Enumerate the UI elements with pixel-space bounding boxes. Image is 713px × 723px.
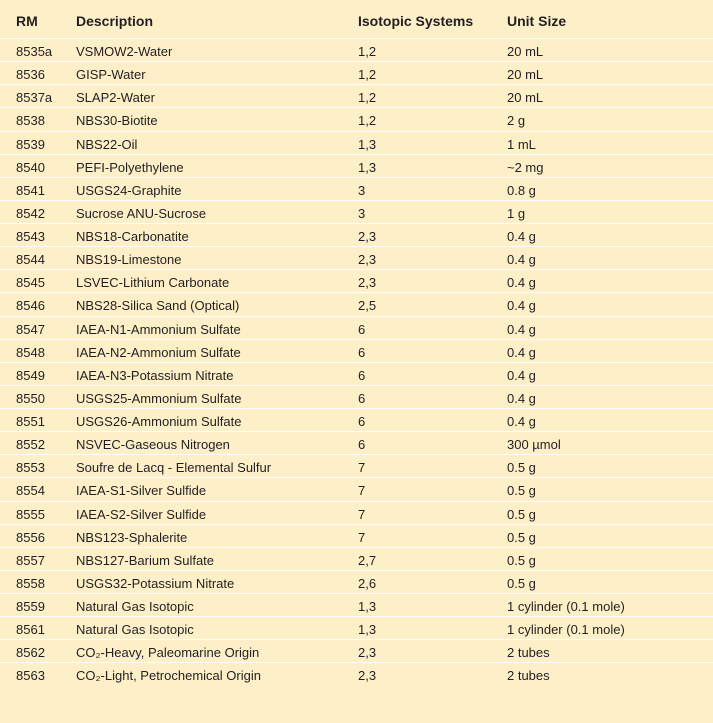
table-row — [0, 201, 713, 224]
unit-size-cell: 0.5 g — [507, 552, 536, 568]
table-row — [0, 432, 713, 455]
unit-size-cell: 0.5 g — [507, 529, 536, 545]
isotopic-systems-cell: 3 — [358, 205, 366, 221]
description-cell: USGS32-Potassium Nitrate — [76, 575, 235, 591]
table-row — [0, 62, 713, 85]
isotopic-systems-cell: 2,3 — [358, 229, 377, 244]
isotopic-systems-cell: 6 — [358, 321, 366, 337]
rm-cell: 8553 — [16, 460, 45, 476]
isotopic-systems-cell: 1,3 — [358, 622, 377, 638]
description-cell: CO₂-Heavy, Paleomarine Origin — [76, 645, 260, 661]
table-row — [0, 663, 713, 686]
rm-cell: 8539 — [16, 136, 45, 152]
rm-cell: 8545 — [16, 275, 45, 291]
isotopic-systems-cell: 6 — [358, 367, 366, 383]
isotopic-systems-cell: 7 — [358, 506, 366, 522]
isotopic-systems-cell: 7 — [358, 529, 366, 545]
unit-size-cell: 0.5 g — [507, 483, 536, 499]
description-cell: Natural Gas Isotopic — [76, 622, 194, 638]
unit-size-cell: 2 tubes — [507, 668, 550, 684]
unit-size-cell: 20 mL — [507, 67, 544, 83]
isotopic-systems-cell: 2,6 — [358, 575, 377, 591]
rm-cell: 8556 — [16, 529, 45, 545]
unit-size-cell: 1 cylinder (0.1 mole) — [507, 622, 625, 638]
rm-cell: 8547 — [16, 321, 45, 337]
unit-size-cell: 0.4 g — [507, 252, 536, 268]
rm-cell: 8559 — [16, 599, 45, 614]
isotopic-systems-cell: 1,3 — [358, 599, 377, 614]
table-row — [0, 85, 713, 108]
description-cell: NBS19-Limestone — [76, 252, 182, 268]
description-cell: IAEA-N3-Potassium Nitrate — [76, 367, 234, 383]
unit-size-cell: 1 g — [507, 205, 526, 221]
isotopic-systems-cell: 1,2 — [358, 67, 377, 83]
unit-size-cell: 0.5 g — [507, 575, 536, 591]
description-cell: NBS123-Sphalerite — [76, 529, 188, 545]
isotopic-systems-cell: 6 — [358, 390, 366, 406]
rm-cell: 8541 — [16, 182, 45, 198]
unit-size-cell: 0.4 g — [507, 275, 536, 291]
table-row — [0, 132, 713, 155]
unit-size-cell: 0.4 g — [507, 229, 536, 244]
isotopic-systems-cell: 7 — [358, 483, 366, 499]
isotopic-systems-cell: 1,2 — [358, 44, 377, 59]
unit-size-cell: 0.4 g — [507, 321, 536, 337]
isotopic-systems-cell: 6 — [358, 437, 366, 453]
rm-cell: 8563 — [16, 668, 45, 684]
description-cell: IAEA-N1-Ammonium Sulfate — [76, 321, 241, 337]
table-row — [0, 293, 713, 316]
rm-cell: 8554 — [16, 483, 45, 499]
unit-size-cell: 0.8 g — [507, 182, 536, 198]
rm-cell: 8558 — [16, 575, 45, 591]
header-rm: RM — [16, 13, 38, 29]
unit-size-cell: 20 mL — [507, 44, 544, 59]
unit-size-cell: 20 mL — [507, 90, 544, 106]
isotopic-systems-cell: 2,3 — [358, 668, 377, 684]
table-row — [0, 317, 713, 340]
description-cell: NBS22-Oil — [76, 136, 138, 152]
rm-cell: 8551 — [16, 414, 45, 429]
rm-cell: 8548 — [16, 344, 45, 360]
rm-cell: 8543 — [16, 229, 45, 244]
unit-size-cell: 0.4 g — [507, 390, 536, 406]
rm-cell: 8535a — [16, 44, 53, 59]
description-cell: IAEA-S1-Silver Sulfide — [76, 483, 207, 499]
unit-size-cell: 1 cylinder (0.1 mole) — [507, 599, 625, 614]
unit-size-cell: 0.4 g — [507, 344, 536, 360]
rm-cell: 8546 — [16, 298, 45, 314]
description-cell: NBS127-Barium Sulfate — [76, 552, 215, 568]
rm-cell: 8555 — [16, 506, 45, 522]
description-cell: NSVEC-Gaseous Nitrogen — [76, 437, 230, 453]
header-description: Description — [76, 13, 154, 29]
isotopic-systems-cell: 1,2 — [358, 113, 377, 129]
table-row — [0, 478, 713, 501]
rm-cell: 8561 — [16, 622, 45, 638]
description-cell: Sucrose ANU-Sucrose — [76, 205, 207, 221]
table-row — [0, 247, 713, 270]
rm-cell: 8540 — [16, 159, 45, 175]
description-cell: Natural Gas Isotopic — [76, 599, 194, 614]
description-cell: NBS28-Silica Sand (Optical) — [76, 298, 240, 314]
isotopic-systems-cell: 2,7 — [358, 552, 377, 568]
isotopic-systems-cell: 2,3 — [358, 275, 377, 291]
unit-size-cell: 1 mL — [507, 136, 536, 152]
rm-cell: 8542 — [16, 205, 45, 221]
table-body — [0, 39, 713, 687]
isotopic-systems-cell: 3 — [358, 182, 366, 198]
isotopic-systems-cell: 6 — [358, 414, 366, 429]
unit-size-cell: ~2 mg — [507, 159, 544, 175]
table-row — [0, 178, 713, 201]
table-row — [0, 571, 713, 594]
description-cell: IAEA-N2-Ammonium Sulfate — [76, 344, 241, 360]
rm-cell: 8557 — [16, 552, 45, 568]
description-cell: SLAP2-Water — [76, 90, 155, 106]
table-row — [0, 525, 713, 548]
description-cell: CO₂-Light, Petrochemical Origin — [76, 668, 261, 684]
isotopic-systems-cell: 7 — [358, 460, 366, 476]
unit-size-cell: 0.5 g — [507, 460, 536, 476]
description-cell: LSVEC-Lithium Carbonate — [76, 275, 230, 291]
table-row — [0, 594, 713, 617]
table-row — [0, 363, 713, 386]
rm-cell: 8544 — [16, 252, 45, 268]
unit-size-cell: 0.4 g — [507, 298, 536, 314]
table-row — [0, 409, 713, 432]
unit-size-cell: 0.4 g — [507, 367, 536, 383]
table-row — [0, 455, 713, 478]
isotopic-systems-cell: 2,3 — [358, 645, 377, 661]
table-row — [0, 108, 713, 131]
unit-size-cell: 300 µmol — [507, 437, 561, 453]
description-cell: VSMOW2-Water — [76, 44, 173, 59]
description-cell: NBS30-Biotite — [76, 113, 158, 129]
rm-cell: 8552 — [16, 437, 45, 453]
isotopic-systems-cell: 1,3 — [358, 159, 377, 175]
table-header — [0, 0, 713, 39]
rm-cell: 8536 — [16, 67, 45, 83]
unit-size-cell: 0.4 g — [507, 414, 536, 429]
table-row — [0, 617, 713, 640]
description-cell: GISP-Water — [76, 67, 146, 83]
description-cell: USGS24-Graphite — [76, 182, 182, 198]
unit-size-cell: 2 tubes — [507, 645, 550, 661]
table-row — [0, 224, 713, 247]
table-row — [0, 340, 713, 363]
description-cell: USGS26-Ammonium Sulfate — [76, 414, 242, 429]
table-row — [0, 386, 713, 409]
header-isotopic-systems: Isotopic Systems — [358, 13, 474, 29]
description-cell: NBS18-Carbonatite — [76, 229, 189, 244]
unit-size-cell: 2 g — [507, 113, 526, 129]
description-cell: Soufre de Lacq - Elemental Sulfur — [76, 460, 272, 476]
header-unit-size: Unit Size — [507, 13, 567, 29]
description-cell: IAEA-S2-Silver Sulfide — [76, 506, 207, 522]
rm-cell: 8538 — [16, 113, 45, 129]
isotopic-systems-cell: 1,3 — [358, 136, 377, 152]
table-row — [0, 640, 713, 663]
table-row — [0, 502, 713, 525]
rm-cell: 8549 — [16, 367, 45, 383]
table-row — [0, 270, 713, 293]
description-cell: PEFI-Polyethylene — [76, 159, 184, 175]
table-row — [0, 548, 713, 571]
isotopic-systems-cell: 2,5 — [358, 298, 377, 314]
isotopic-systems-cell: 6 — [358, 344, 366, 360]
rm-cell: 8550 — [16, 390, 45, 406]
isotopic-systems-cell: 1,2 — [358, 90, 377, 106]
unit-size-cell: 0.5 g — [507, 506, 536, 522]
table-row — [0, 39, 713, 62]
isotopic-systems-cell: 2,3 — [358, 252, 377, 268]
table-row — [0, 155, 713, 178]
rm-cell: 8562 — [16, 645, 45, 661]
rm-cell: 8537a — [16, 90, 53, 106]
description-cell: USGS25-Ammonium Sulfate — [76, 390, 242, 406]
